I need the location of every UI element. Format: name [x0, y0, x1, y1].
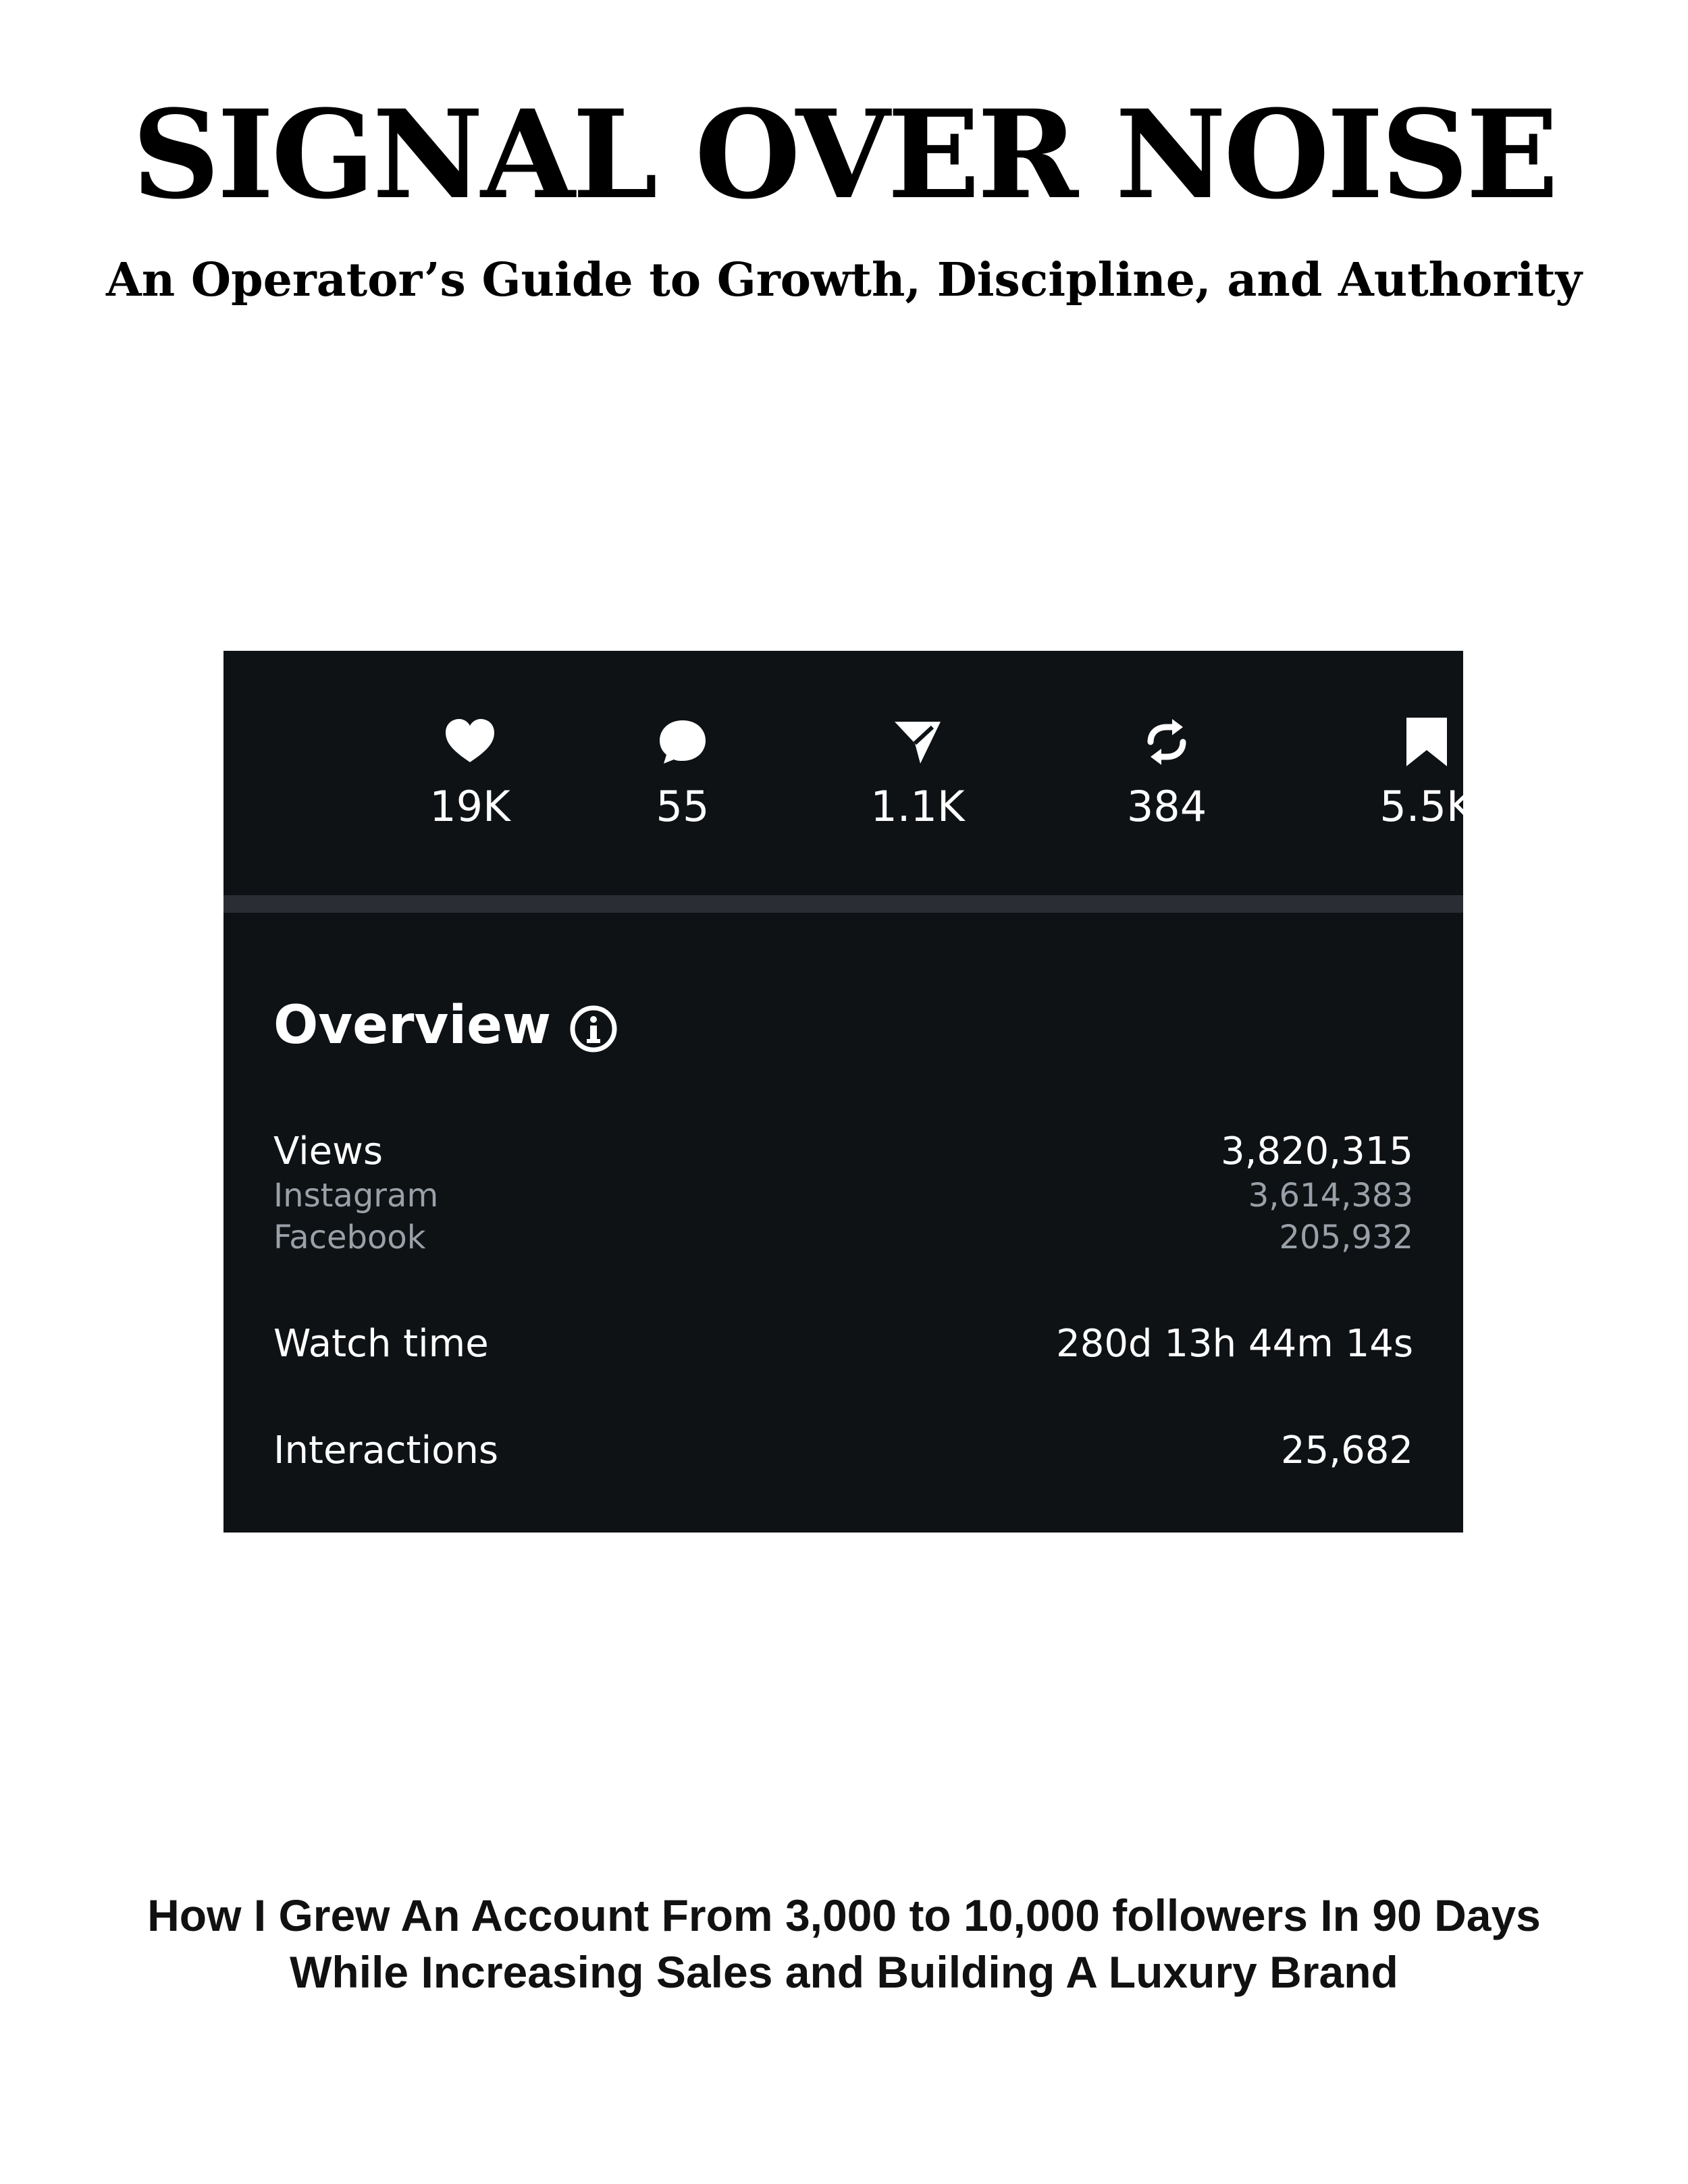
instagram-views-label: Instagram [273, 1177, 439, 1215]
watch-time-label: Watch time [273, 1322, 489, 1366]
repost-icon [1140, 715, 1194, 769]
send-icon [891, 715, 945, 769]
comments-stat [581, 715, 784, 834]
shares-stat [816, 715, 1019, 834]
heart-icon [443, 715, 497, 769]
footer-tagline [0, 1887, 1688, 2000]
page-subtitle: An Operator’s Guide to Growth, Discipline, and Authority [105, 253, 1583, 307]
saves-count: 5.5K [1379, 782, 1474, 831]
insights-panel [223, 651, 1474, 1533]
bookmark-icon [1400, 715, 1454, 769]
watch-time-value: 280d 13h 44m 14s [1056, 1322, 1413, 1366]
facebook-views-label: Facebook [273, 1219, 426, 1256]
views-value: 3,820,315 [1220, 1129, 1413, 1173]
engagement-stats-row [223, 651, 1474, 895]
reposts-stat [1065, 715, 1268, 834]
shares-count: 1.1K [870, 782, 965, 831]
likes-count: 19K [429, 782, 510, 831]
info-icon[interactable] [569, 1005, 618, 1053]
page-title: SIGNAL OVER NOISE [132, 84, 1556, 226]
footer-line-1: How I Grew An Account From 3,000 to 10,000 followers In 90 Days [147, 1890, 1541, 1940]
comment-icon [656, 715, 710, 769]
interactions-value: 25,682 [1281, 1429, 1413, 1472]
instagram-views-value: 3,614,383 [1248, 1177, 1413, 1215]
reposts-count: 384 [1126, 782, 1207, 831]
saves-stat [1325, 715, 1528, 834]
views-label: Views [273, 1129, 384, 1173]
interactions-label: Interactions [273, 1429, 498, 1472]
comments-count: 55 [656, 782, 710, 831]
facebook-views-value: 205,932 [1279, 1219, 1413, 1256]
overview-heading: Overview [273, 995, 552, 1056]
footer-line-2: While Increasing Sales and Building A Luxury Brand [290, 1947, 1398, 1997]
likes-stat [369, 715, 571, 834]
section-divider [223, 895, 1463, 913]
